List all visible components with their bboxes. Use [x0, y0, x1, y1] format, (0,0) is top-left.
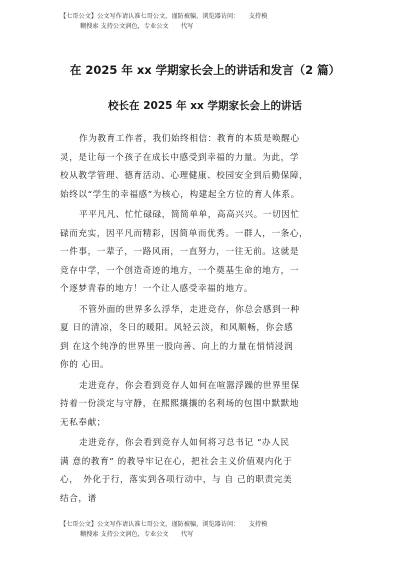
document-subtitle: 校长在 2025 年 xx 学期家长会上的讲话: [108, 100, 302, 112]
paragraph-line: 始终以“学生的幸福感”为核心，构建起全方位的育人体系。: [60, 189, 300, 200]
paragraph: [60, 377, 352, 433]
paragraph-line: 个逐梦青春的地方！一个让人感受幸福的地方。: [60, 284, 254, 294]
footer-line-2: 糊搜索 支持公文润色，专业公文 代写: [80, 531, 194, 538]
document-body: [60, 130, 352, 510]
paragraph-line: 心， 外化于行，落实到各项行动中，与 自 己的职责完美: [60, 475, 293, 485]
paragraph-line: 结合，谱: [60, 493, 97, 504]
footer-line-1: 【七哥公文】公文写作请认准七哥公文，谨防被骗，浏览器访问： 支持模: [60, 521, 268, 528]
paragraph-line: 校从教学管理、德育活动、心理健康、校园安全到后勤保障，: [60, 171, 309, 181]
paragraph-line: 夏 日的清凉，冬日的暖阳。风轻云淡，和风顺畅，你会感: [60, 323, 294, 333]
paragraph-line: 作为教育工作者，我们始终相信：教育的本质是唤醒心: [79, 134, 300, 144]
paragraph: [60, 434, 352, 508]
page-header: [60, 12, 360, 32]
paragraph-line: 走进竞存，你会看到竞存人如何在喧嚣浮躁的世界里保: [79, 380, 300, 391]
header-line-1: 【七哥公文】公文写作请认准七哥公文，谨防被骗，浏览器访问： 支持模: [60, 13, 268, 20]
paragraph-line: 一件事，一辈子，一路风雨，一直努力，一往无前。这就是: [60, 247, 300, 257]
paragraph-line: 不管外面的世界多么浮华，走进竞存，你总会感到一种: [79, 304, 300, 315]
paragraph-line: 无私奉献；: [60, 417, 106, 428]
paragraph-line: 你的 心田。: [60, 360, 110, 370]
paragraph: [60, 301, 352, 375]
paragraph: [60, 206, 352, 299]
header-line-2: 糊搜索 支持公文润色，专业公文 代写: [80, 23, 194, 30]
paragraph-line: 碌而充实，因平凡而精彩，因简单而优秀。一群人，一条心，: [60, 228, 309, 239]
paragraph-line: 到 在这个纯净的世界里一股向善、向上的力量在悄悄浸润: [60, 341, 294, 352]
paragraph-line: 持着一份淡定与守静，在熙熙攘攘的名利场的包围中默默地: [60, 399, 300, 409]
document-title: 在 2025 年 xx 学期家长会上的讲话和发言（2 篇）: [69, 63, 341, 77]
paragraph-line: 走进竞存，你会看到竞存人如何将习总书记 “办人民: [79, 438, 290, 448]
paragraph-line: 满 意的教育” 的教导牢记在心，把社会主义价值观内化于: [60, 456, 293, 467]
paragraph: [60, 130, 352, 204]
paragraph-line: 竞存中学，一个创造奇迹的地方，一个奠基生命的地方，一: [60, 265, 300, 276]
page-footer: [60, 520, 360, 540]
paragraph-line: 灵，是让每一个孩子在成长中感受到幸福的力量。为此，学: [60, 152, 300, 163]
paragraph-line: 平平凡凡、忙忙碌碌，简简单单，高高兴兴。一切因忙: [79, 210, 300, 220]
